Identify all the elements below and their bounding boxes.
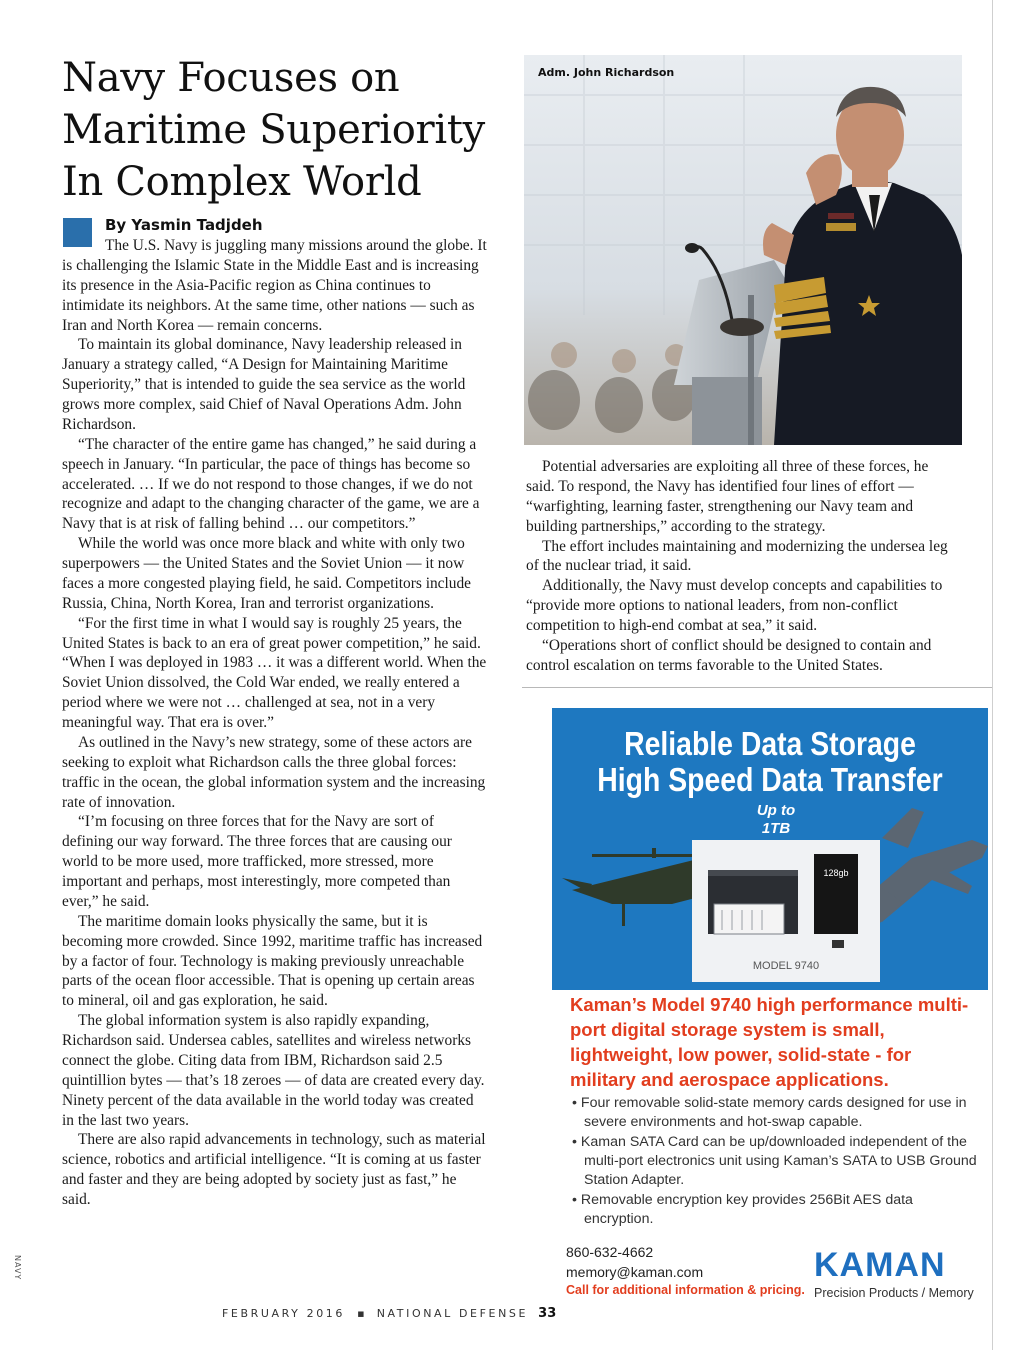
page-edge-rule [992, 0, 993, 1350]
article-paragraph: Potential adversaries are exploiting all three of these forces, he said. To respond, the Navy has identified four lines of effort — “warfighting, learning faster, strengthening our Navy team and building partnerships,” according to the strategy. [526, 458, 929, 535]
article-paragraph: The U.S. Navy is juggling many missions around the globe. It is challenging the Islamic State in the Middle East and is increasing its presence in the Asia-Pacific region as China continues to intimidate its neighbors. At the same time, other nations — such as Iran and North Korea — remain concerns. [62, 237, 487, 334]
kaman-division: Precision Products / Memory [814, 1286, 974, 1300]
byline: By Yasmin Tadjdeh [105, 216, 263, 234]
page-number: 33 [538, 1306, 557, 1321]
photo-caption: Adm. John Richardson [538, 66, 675, 79]
ad-capacity-line-2: 1TB [761, 820, 791, 837]
ad-feature-list [572, 1094, 982, 1230]
article-paragraph: Additionally, the Navy must develop concepts and capabilities to “provide more options to national leaders, from non-conflict competition to high-end combat at sea,” it said. [526, 577, 943, 634]
article-paragraph: The global information system is also rapidly expanding, Richardson said. Undersea cables, satellites and wireless networks connect the globe. Citing data from IBM, Richardson said 2.5 quintillion bytes — that’s 18 zeroes — of data are created every day. Ninety percent of the data available in the world today was created in the last two years. [62, 1012, 485, 1129]
footer-publication: NATIONAL DEFENSE [376, 1307, 529, 1320]
footer-separator: ▪ [357, 1307, 365, 1320]
article-right-column [526, 457, 960, 676]
ad-pitch: Kaman’s Model 9740 high performance multi-port digital storage system is small, lightweight, low power, solid-state - for military and aerospace applications. [570, 994, 969, 1090]
footer-date: FEBRUARY 2016 [222, 1307, 345, 1320]
ad-headline-line-1: Reliable Data Storage [624, 725, 916, 762]
article-title [62, 52, 502, 208]
ad-capacity-line-1: Up to [756, 802, 796, 819]
article-paragraph: As outlined in the Navy’s new strategy, some of these actors are seeking to exploit what Richardson calls the three global forces: traffic in the ocean, the global information system and the increasing rate of innovation. [62, 733, 486, 811]
section-tab: NAVY [13, 1255, 22, 1281]
article-paragraph: The maritime domain looks physically the same, but it is becoming more crowded. Since 1992, maritime traffic has increased by a factor of four. Technology is making previously unreachable parts of the ocean floor accessible. That is opening up certain areas to mineral, oil and gas exploration, he said. [62, 912, 483, 1010]
memory-card-label: 128gb [823, 868, 849, 878]
article-left-column [62, 236, 488, 1210]
title-line-2: Maritime Superiority [62, 107, 485, 153]
ad-call-to-action: Call for additional information & pricing. [566, 1283, 805, 1297]
admiral-photo [524, 55, 962, 445]
title-line-1: Navy Focuses on [62, 55, 400, 101]
title-line-3: In Complex World [62, 159, 422, 205]
ad-headline-line-2: High Speed Data Transfer [597, 761, 943, 798]
ad-feature-item: • Removable encryption key provides 256Bit AES data encryption. [572, 1191, 982, 1229]
ad-model-label: MODEL 9740 [752, 960, 820, 972]
ad-separator-rule [522, 687, 992, 688]
article-paragraph: “For the first time in what I would say is roughly 25 years, the United States is back to an era of great power competition,” he said. “When I was deployed in 1983 … it was a different world. When the Soviet Union dissolved, the Cold War ended, we really entered a period where we were not … challenged at sea, not in a very meaningful way. That era is over.” [62, 614, 487, 731]
article-paragraph: While the world was once more black and white with only two superpowers — the United States and the Soviet Union — it now faces a more congested playing field, he said. Competitors include Russia, China, North Korea, Iran and terrorist organizations. [62, 535, 472, 612]
kaman-logo: KAMAN [814, 1246, 946, 1284]
ad-feature-item: • Four removable solid-state memory cards designed for use in severe environments and hot-swap capable. [572, 1094, 982, 1132]
admiral-photo-illustration [524, 55, 962, 445]
article-paragraph: “Operations short of conflict should be designed to contain and control escalation on terms favorable to the United States. [526, 636, 932, 674]
article-paragraph: To maintain its global dominance, Navy leadership released in January a strategy called, “A Design for Maintaining Maritime Superiority,” that is intended to guide the sea service as the world grows more complex, said Chief of Naval Operations Adm. John Richardson. [62, 336, 466, 433]
page-footer [222, 1306, 556, 1321]
ad-phone-number[interactable]: 860-632-4662 [566, 1244, 654, 1260]
ad-email-link[interactable]: memory@kaman.com [566, 1264, 704, 1280]
ad-feature-item: • Kaman SATA Card can be up/downloaded independent of the multi-port electronics unit using Kaman’s SATA to USB Ground Station Adapter. [572, 1133, 982, 1190]
article-paragraph: There are also rapid advancements in technology, such as material science, robotics and artificial intelligence. “It is coming at us faster and faster and they are being adopted by society just as fast,” he said. [62, 1131, 486, 1208]
ad-blue-banner [552, 708, 988, 990]
article-paragraph: “I’m focusing on three forces that for the Navy are sort of defining our way forward. The three forces that are causing our world to be more used, more trafficked, more stressed, more important and perhaps, most interestingly, more competed than ever,” he said. [62, 813, 452, 910]
article-paragraph: “The character of the entire game has changed,” he said during a speech in January. “In particular, the pace of things has become so accelerated. … If we do not respond to those changes, if we do not recognize and adapt to the changing character of the game, we are a Navy that is at risk of falling behind … our competitors.” [62, 435, 480, 533]
article-paragraph: The effort includes maintaining and modernizing the undersea leg of the nuclear triad, it said. [526, 537, 948, 575]
kaman-advertisement[interactable] [552, 708, 988, 1319]
